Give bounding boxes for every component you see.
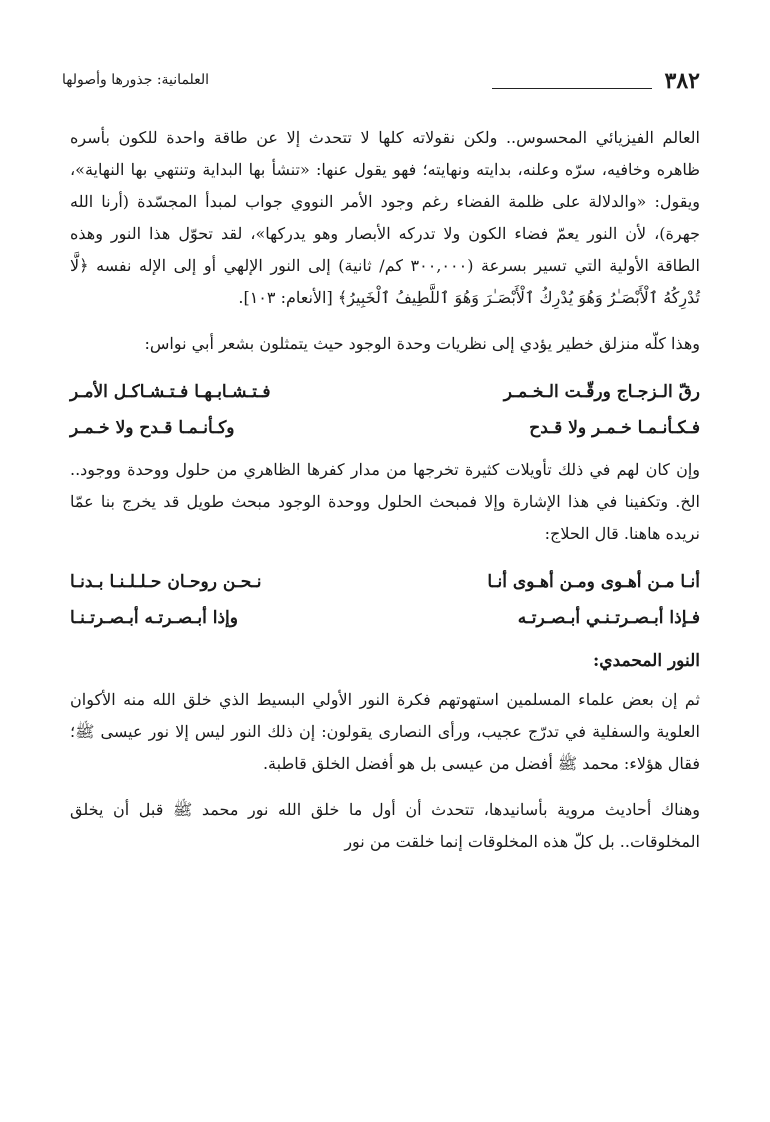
verse-second-hemistich: فـتـشـابـهـا فـتـشـاكـل الأمـر [70, 382, 271, 402]
header-rule [492, 88, 652, 89]
verse-first-hemistich: رقّ الـزجـاج ورقّـت الـخـمـر [503, 382, 700, 402]
poem-hallaj [70, 564, 700, 636]
page-body [70, 122, 700, 872]
verse-second-hemistich: وإذا أبـصـرتـه أبـصـرتـنـا [70, 608, 238, 628]
verse-second-hemistich: نـحـن روحـان حـلـلـنـا بـدنـا [70, 572, 262, 592]
page-number: ٣٨٢ [664, 68, 700, 94]
verse-first-hemistich: فـكـأنـمـا خـمـر ولا قـدح [529, 418, 700, 438]
paragraph: وإن كان لهم في ذلك تأويلات كثيرة تخرجها من مدار كفرها الظاهري من حلول ووحدة ووجود.. الخ. وتكفينا في هذا الإشارة وإلا فمبحث الحلول ووحدة الوجود مبحث طويل قد يخرج بنا عمّا نريده هاهنا. قال الحلاج: [70, 460, 700, 543]
verse-line [70, 410, 700, 446]
verse-first-hemistich: أنـا مـن أهـوى ومـن أهـوى أنـا [487, 572, 700, 592]
running-title: العلمانية: جذورها وأصولها [62, 72, 210, 88]
verse-line [70, 374, 700, 410]
section-heading: النور المحمدي: [593, 651, 700, 671]
page-header [62, 68, 700, 96]
verse-line [70, 564, 700, 600]
poem-abu-nuwas [70, 374, 700, 446]
verse-second-hemistich: وكـأنـمـا قـدح ولا خـمـر [70, 418, 235, 438]
paragraph: العالم الفيزيائي المحسوس.. ولكن نقولاته كلها لا تتحدث إلا عن طاقة واحدة للكون بأسره ظاهره وخافيه، سرّه وعلنه، بدايته ونهايته؛ فهو يقول عنها: «تنشأ بها البداية وتنتهي بها النهاية»، ويقول: «والدلالة على ظلمة الفضاء رغم وجود الأمر النووي جواب لمبدأ المجسّدة (أرنا الله جهرة)، لأن النور يعمّ فضاء الكون ولا تدركه الأبصار وهو يدركها»، لقد تحوّل هذا النور وهذه الطاقة الأولية التي تسير بسرعة (٣٠٠,٠٠٠ كم/ ثانية) إلى النور الإلهي أو إلى الإله نفسه ﴿لَّا تُدْرِكُهُ ٱلْأَبْصَـٰرُ وَهُوَ يُدْرِكُ ٱلْأَبْصَـٰرَ وَهُوَ ٱللَّطِيفُ ٱلْخَبِيرُ﴾ [الأنعام: ١٠٣]. [70, 128, 700, 307]
verse-line [70, 600, 700, 636]
verse-first-hemistich: فـإذا أبـصـرتـنـي أبـصـرتـه [517, 608, 700, 628]
paragraph: وهذا كلّه منزلق خطير يؤدي إلى نظريات وحدة الوجود حيث يتمثلون بشعر أبي نواس: [144, 334, 700, 353]
paragraph: وهناك أحاديث مروية بأسانيدها، تتحدث أن أول ما خلق الله نور محمد ﷺ قبل أن يخلق المخلوقات.. بل كلّ هذه المخلوقات إنما خلقت من نور [70, 800, 701, 851]
paragraph: ثم إن بعض علماء المسلمين استهوتهم فكرة النور الأولي البسيط الذي خلق الله منه الأكوان العلوية والسفلية في تدرّج عجيب، ورأى النصارى يقولون: إن ذلك النور ليس إلا نور عيسى ﷺ؛ فقال هؤلاء: محمد ﷺ أفضل من عيسى بل هو أفضل الخلق قاطبة. [70, 690, 700, 773]
